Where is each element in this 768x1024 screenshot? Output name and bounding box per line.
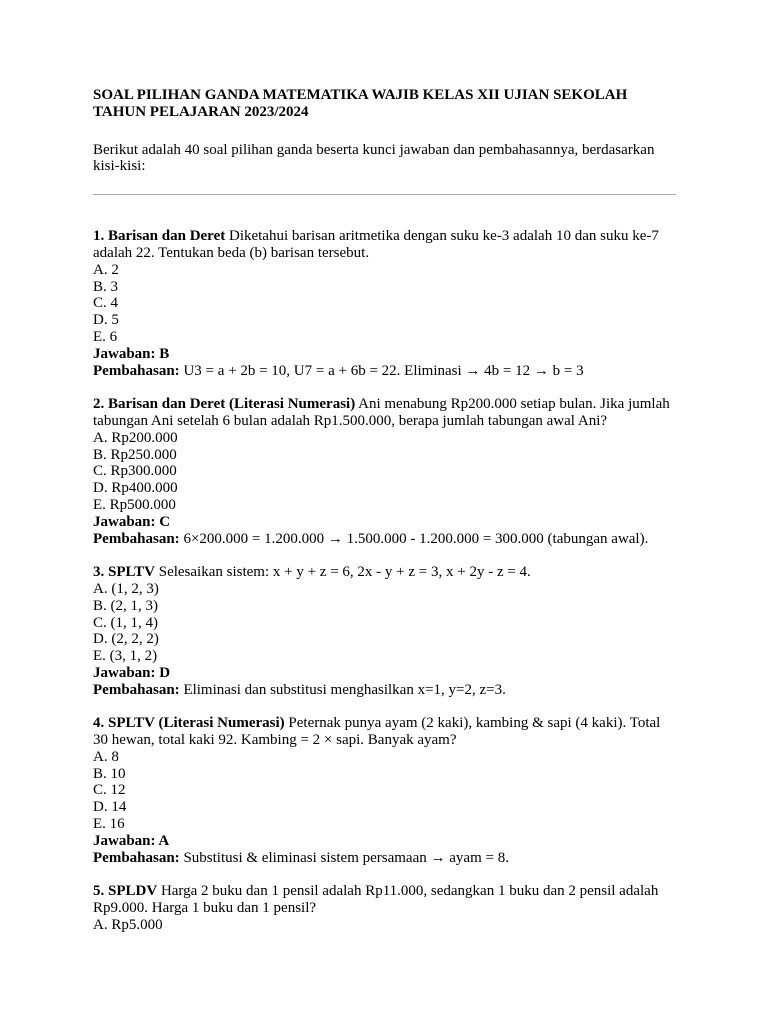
option-a: A. 8 (93, 748, 119, 765)
question-text (93, 564, 676, 581)
option-d: D. (2, 2, 2) (93, 631, 159, 648)
question-body: Peternak punya ayam (2 kaki), kambing & sapi (4 kaki). Total 30 hewan, total kaki 92. Kambing = 2 × sapi. Banyak ayam? (93, 715, 661, 749)
option-a: A. Rp200.000 (93, 429, 178, 446)
question-body: Ani menabung Rp200.000 setiap bulan. Jika jumlah tabungan Ani setelah 6 bulan adalah Rp1.500.000, berapa jumlah tabungan awal Ani? (93, 396, 670, 429)
question-body: Selesaikan sistem: x + y + z = 6, 2x - y + z = 3, x + 2y - z = 4. (154, 564, 531, 581)
question-list (93, 228, 676, 933)
document-title: SOAL PILIHAN GANDA MATEMATIKA WAJIB KELAS XII UJIAN SEKOLAH TAHUN PELAJARAN 2023/2024 (93, 87, 628, 120)
question-4 (93, 715, 676, 866)
option-c: C. (1, 1, 4) (93, 614, 158, 631)
option-c: C. Rp300.000 (93, 463, 177, 480)
explanation (93, 682, 676, 699)
option-e: E. Rp500.000 (93, 496, 176, 513)
question-body: Harga 2 buku dan 1 pensil adalah Rp11.000, sedangkan 1 buku dan 2 pensil adalah Rp9.000. Harga 1 buku dan 1 pensil? (93, 883, 659, 917)
divider (93, 194, 676, 195)
question-1 (93, 228, 676, 379)
answer-key: Jawaban: D (93, 664, 171, 681)
question-text (93, 883, 676, 917)
explanation-text: Eliminasi dan substitusi menghasilkan x=1, y=2, z=3. (179, 681, 506, 698)
explanation (93, 363, 676, 380)
explanation (93, 531, 676, 548)
question-heading: 5. SPLDV (93, 883, 158, 900)
question-heading: 1. Barisan dan Deret (93, 228, 226, 245)
option-a: A. Rp5.000 (93, 916, 163, 933)
answer-key: Jawaban: B (93, 345, 170, 362)
option-b: B. Rp250.000 (93, 446, 177, 463)
question-heading: 4. SPLTV (Literasi Numerasi) (93, 715, 285, 732)
question-text (93, 715, 676, 749)
explanation-text: U3 = a + 2b = 10, U7 = a + 6b = 22. Eliminasi → 4b = 12 → b = 3 (179, 362, 584, 379)
option-d: D. Rp400.000 (93, 480, 178, 497)
question-text (93, 396, 676, 430)
option-a: A. (1, 2, 3) (93, 580, 159, 597)
explanation-label: Pembahasan: (93, 849, 180, 866)
option-d: D. 5 (93, 312, 119, 329)
option-b: B. 10 (93, 765, 126, 782)
option-e: E. 6 (93, 328, 118, 345)
explanation-label: Pembahasan: (93, 362, 180, 379)
explanation-text: Substitusi & eliminasi sistem persamaan → ayam = 8. (179, 849, 509, 866)
document-intro: Berikut adalah 40 soal pilihan ganda beserta kunci jawaban dan pembahasannya, berdasarkan kisi-kisi: (93, 141, 655, 175)
question-body: Diketahui barisan aritmetika dengan suku ke-3 adalah 10 dan suku ke-7 adalah 22. Tentukan beda (b) barisan tersebut. (93, 228, 659, 261)
explanation (93, 850, 676, 867)
option-b: B. 3 (93, 278, 119, 295)
explanation-label: Pembahasan: (93, 530, 180, 547)
answer-key: Jawaban: A (93, 832, 170, 849)
explanation-text: 6×200.000 = 1.200.000 → 1.500.000 - 1.200.000 = 300.000 (tabungan awal). (179, 530, 649, 547)
option-c: C. 4 (93, 295, 119, 312)
option-e: E. (3, 1, 2) (93, 648, 158, 665)
option-d: D. 14 (93, 799, 127, 816)
answer-key: Jawaban: C (93, 513, 171, 530)
question-2 (93, 396, 676, 547)
question-text (93, 228, 676, 262)
option-e: E. 16 (93, 816, 125, 833)
question-heading: 2. Barisan dan Deret (Literasi Numerasi) (93, 396, 356, 413)
question-3 (93, 564, 676, 698)
option-a: A. 2 (93, 261, 119, 278)
option-b: B. (2, 1, 3) (93, 597, 158, 614)
question-heading: 3. SPLTV (93, 564, 155, 581)
explanation-label: Pembahasan: (93, 681, 180, 698)
option-c: C. 12 (93, 782, 126, 799)
question-5 (93, 883, 676, 933)
